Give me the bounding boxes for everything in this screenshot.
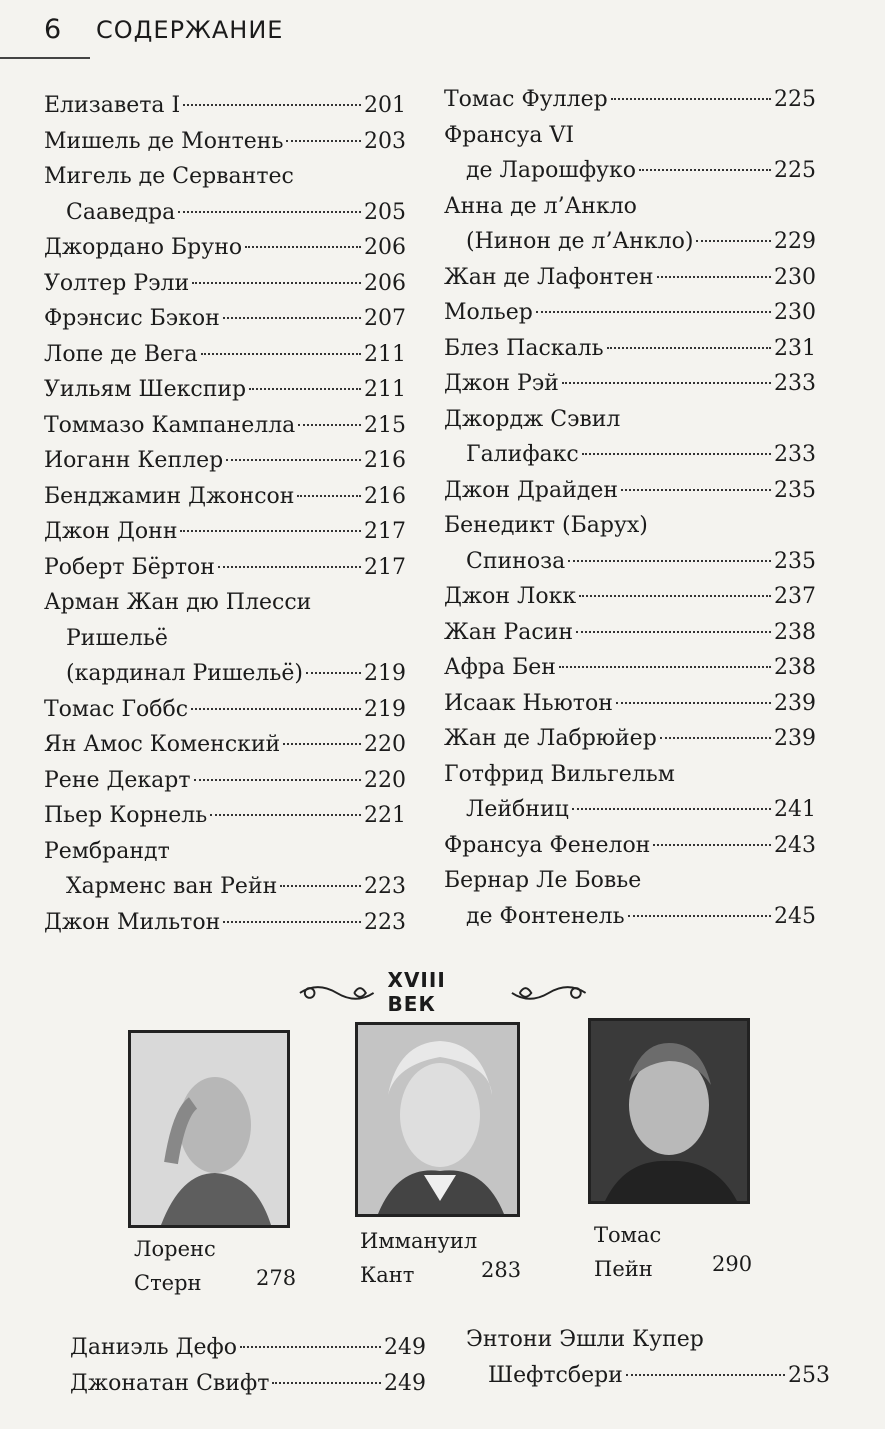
toc-entry-title: Джон Мильтон — [44, 909, 221, 935]
toc-entry — [44, 514, 406, 550]
toc-entry-title: Томас Гоббс — [44, 696, 189, 722]
right-flourish-icon — [510, 977, 588, 1007]
toc-entry-title: Арман Жан дю Плесси — [44, 590, 312, 615]
page-number: 6 — [44, 14, 62, 45]
page-header — [0, 0, 885, 70]
toc-entry-page: 249 — [384, 1370, 426, 1396]
dot-leader — [280, 885, 361, 887]
running-title: СОДЕРЖАНИЕ — [96, 16, 284, 44]
dot-leader — [559, 666, 771, 668]
header-rule — [0, 57, 90, 59]
portrait-caption-paine — [594, 1218, 661, 1286]
toc-entry-title: Бернар Ле Бовье — [444, 868, 642, 893]
toc-entry — [44, 585, 406, 621]
dot-leader — [660, 737, 771, 739]
toc-entry-page: 231 — [774, 335, 816, 361]
toc-entry-title: Лейбниц — [466, 797, 569, 822]
section-title: XVIII ВЕК — [387, 968, 446, 1016]
toc-entry — [444, 473, 816, 509]
toc-left-column — [44, 88, 406, 940]
portrait-caption-sterne — [134, 1232, 216, 1300]
portrait-paine-image — [591, 1021, 747, 1201]
toc-entry-title: Джон Локк — [444, 584, 577, 609]
dot-leader — [653, 844, 771, 846]
toc-entry-title: Пьер Корнель — [44, 803, 208, 828]
toc-entry-page: 217 — [364, 554, 406, 580]
toc-entry-page: 219 — [364, 661, 406, 686]
toc-entry-title: (Нинон де л’Анкло) — [466, 229, 694, 254]
toc-entry — [44, 479, 406, 515]
toc-entry — [466, 1358, 830, 1394]
toc-entry — [444, 437, 816, 473]
toc-entry-page: 241 — [774, 797, 816, 822]
caption-page-sterne: 278 — [256, 1266, 297, 1290]
toc-entry-title: Уолтер Рэли — [44, 270, 190, 296]
dot-leader — [621, 489, 771, 491]
toc-entry — [444, 899, 816, 935]
toc-entry-title: Блез Паскаль — [444, 335, 604, 361]
toc-entry-title: Жан де Лабрюйер — [444, 726, 657, 751]
toc-entry — [44, 195, 406, 231]
toc-entry — [444, 863, 816, 899]
toc-entry-page: 223 — [364, 909, 406, 935]
toc-entry-page: 239 — [774, 690, 816, 716]
toc-entry — [444, 118, 816, 154]
toc-entry — [44, 834, 406, 870]
toc-entry — [44, 727, 406, 763]
toc-entry — [444, 402, 816, 438]
toc-entry — [444, 331, 816, 367]
caption-name-first: Иммануил — [360, 1229, 478, 1253]
toc-entry-title: Уильям Шекспир — [44, 377, 247, 402]
toc-entry-title: Джордж Сэвил — [444, 406, 621, 432]
dot-leader — [223, 921, 361, 923]
dot-leader — [616, 702, 771, 704]
toc-entry-title: Жан де Лафонтен — [444, 264, 654, 290]
caption-name-last: Пейн — [594, 1257, 653, 1281]
toc-entry-title: Бенджамин Джонсон — [44, 483, 295, 509]
dot-leader — [607, 347, 771, 349]
toc-entry-title: де Ларошфуко — [466, 158, 636, 183]
toc-entry-title: Джордано Бруно — [44, 235, 243, 260]
dot-leader — [180, 530, 361, 532]
dot-leader — [536, 311, 771, 313]
toc-entry-page: 215 — [364, 412, 406, 438]
toc-entry — [44, 443, 406, 479]
toc-entry-page: 221 — [364, 803, 406, 828]
dot-leader — [639, 169, 771, 171]
toc-entry — [44, 869, 406, 905]
toc-entry — [44, 159, 406, 195]
toc-entry — [70, 1366, 426, 1402]
toc-entry-page: 207 — [364, 306, 406, 331]
dot-leader — [183, 104, 361, 106]
caption-name-last: Кант — [360, 1263, 415, 1287]
toc-entry-page: 238 — [774, 655, 816, 680]
toc-entry-page: 245 — [774, 903, 816, 929]
toc-entry — [444, 650, 816, 686]
toc-entry — [44, 550, 406, 586]
dot-leader — [223, 317, 361, 319]
toc-entry-title: Анна де л’Анкло — [444, 193, 637, 219]
dot-leader — [572, 808, 771, 810]
dot-leader — [286, 140, 361, 142]
caption-name-first: Лоренс — [134, 1237, 216, 1261]
dot-leader — [626, 1374, 785, 1376]
toc-entry-title: де Фонтенель — [466, 903, 625, 929]
toc-entry-title: (кардинал Ришельё) — [66, 661, 303, 686]
toc-entry — [444, 153, 816, 189]
toc-entry — [444, 615, 816, 651]
toc-entry-title: Харменс ван Рейн — [66, 874, 278, 899]
dot-leader — [218, 566, 361, 568]
toc-entry — [444, 366, 816, 402]
toc-entry-page: 206 — [364, 270, 406, 296]
dot-leader — [579, 595, 771, 597]
toc-entry — [44, 124, 406, 160]
toc-entry — [44, 408, 406, 444]
section-divider — [298, 968, 588, 1016]
toc-entry-title: Иоганн Кеплер — [44, 448, 224, 473]
portrait-sterne — [128, 1030, 290, 1228]
toc-entry — [44, 301, 406, 337]
dot-leader — [657, 276, 771, 278]
toc-entry-page: 233 — [774, 371, 816, 396]
dot-leader — [298, 424, 361, 426]
caption-page-paine: 290 — [712, 1252, 753, 1276]
toc-entry-title: Жан Расин — [444, 619, 574, 645]
toc-entry-title: Рембрандт — [44, 838, 170, 864]
toc-entry — [444, 757, 816, 793]
toc-entry-title: Франсуа Фенелон — [444, 832, 651, 858]
dot-leader — [191, 708, 361, 710]
toc-entry — [44, 621, 406, 657]
toc-entry-page: 223 — [364, 874, 406, 899]
toc-entry — [444, 686, 816, 722]
toc-entry — [444, 579, 816, 615]
toc-entry — [44, 905, 406, 941]
toc-entry-title: Мишель де Монтень — [44, 128, 284, 154]
toc-entry-title: Джон Донн — [44, 519, 178, 544]
dot-leader — [306, 672, 361, 674]
toc-entry-title: Спиноза — [466, 548, 566, 574]
dot-leader — [226, 459, 361, 461]
toc-entry-title: Ришельё — [66, 625, 168, 651]
dot-leader — [297, 495, 361, 497]
toc-entry-page: 201 — [364, 93, 406, 118]
toc-entry-title: Мольер — [444, 300, 533, 325]
toc-entry — [44, 337, 406, 373]
toc-entry-page: 203 — [364, 128, 406, 154]
toc-entry-title: Шефтсбери — [488, 1362, 623, 1388]
caption-name-last: Стерн — [134, 1271, 202, 1295]
toc-entry-page: 211 — [364, 341, 406, 367]
toc-entry-page: 243 — [774, 832, 816, 858]
dot-leader — [628, 915, 771, 917]
dot-leader — [201, 353, 361, 355]
toc-entry — [44, 88, 406, 124]
toc-entry-title: Готфрид Вильгельм — [444, 761, 675, 787]
dot-leader — [283, 743, 361, 745]
dot-leader — [576, 631, 771, 633]
dot-leader — [568, 560, 771, 562]
toc-entry — [70, 1330, 426, 1366]
toc-entry-page: 225 — [774, 158, 816, 183]
toc-entry-title: Мигель де Сервантес — [44, 164, 294, 189]
toc-entry-title: Афра Бен — [444, 655, 556, 680]
dot-leader — [582, 453, 771, 455]
toc-entry-page: 206 — [364, 235, 406, 260]
toc-entry — [44, 230, 406, 266]
toc-entry-page: 205 — [364, 199, 406, 225]
toc-entry-page: 220 — [364, 767, 406, 793]
dot-leader — [192, 282, 361, 284]
toc-entry — [444, 189, 816, 225]
toc-entry-title: Лопе де Вега — [44, 341, 198, 367]
portrait-kant — [355, 1022, 520, 1217]
caption-name-first: Томас — [594, 1223, 662, 1247]
toc-entry — [44, 692, 406, 728]
toc-right-column — [444, 82, 816, 934]
toc-entry — [444, 828, 816, 864]
dot-leader — [272, 1382, 381, 1384]
toc-entry-title: Роберт Бёртон — [44, 554, 215, 580]
toc-entry-page: 230 — [774, 264, 816, 290]
portrait-paine — [588, 1018, 750, 1204]
toc-entry — [444, 721, 816, 757]
toc-entry — [444, 82, 816, 118]
toc-entry-page: 237 — [774, 584, 816, 609]
toc-entry — [44, 372, 406, 408]
toc-entry — [444, 792, 816, 828]
portrait-caption-kant — [360, 1224, 477, 1292]
toc-entry — [44, 266, 406, 302]
toc-entry-page: 219 — [364, 696, 406, 722]
toc-entry — [444, 295, 816, 331]
dot-leader — [210, 814, 361, 816]
toc-bottom-left-column — [70, 1330, 426, 1401]
toc-entry-title: Рене Декарт — [44, 767, 191, 793]
toc-entry — [444, 260, 816, 296]
toc-entry-title: Исаак Ньютон — [444, 690, 613, 716]
toc-entry-page: 230 — [774, 300, 816, 325]
toc-entry-title: Даниэль Дефо — [70, 1335, 237, 1360]
toc-entry-page: 235 — [774, 548, 816, 574]
toc-entry-title: Фрэнсис Бэкон — [44, 306, 220, 331]
toc-entry-title: Джон Рэй — [444, 371, 559, 396]
toc-entry-page: 211 — [364, 377, 406, 402]
portrait-kant-image — [358, 1025, 517, 1214]
toc-entry-page: 239 — [774, 726, 816, 751]
toc-entry-title: Джонатан Свифт — [70, 1370, 270, 1396]
toc-entry-title: Ян Амос Коменский — [44, 732, 281, 757]
toc-entry-page: 235 — [774, 477, 816, 503]
toc-entry-title: Бенедикт (Барух) — [444, 513, 648, 538]
toc-entry-title: Томмазо Кампанелла — [44, 412, 296, 438]
toc-entry-title: Энтони Эшли Купер — [466, 1327, 704, 1352]
dot-leader — [249, 388, 361, 390]
toc-entry-page: 225 — [774, 87, 816, 112]
dot-leader — [240, 1346, 381, 1348]
toc-entry — [44, 656, 406, 692]
toc-entry-title: Томас Фуллер — [444, 87, 608, 112]
toc-entry — [466, 1322, 830, 1358]
toc-entry-title: Сааведра — [66, 199, 176, 225]
toc-entry-page: 253 — [788, 1362, 830, 1388]
toc-entry-title: Елизавета I — [44, 93, 181, 118]
toc-entry-page: 216 — [364, 483, 406, 509]
dot-leader — [611, 98, 771, 100]
toc-entry — [44, 763, 406, 799]
dot-leader — [178, 211, 361, 213]
left-flourish-icon — [298, 977, 376, 1007]
toc-entry-title: Джон Драйден — [444, 477, 619, 503]
portrait-sterne-image — [131, 1033, 287, 1225]
toc-entry-page: 217 — [364, 519, 406, 544]
toc-entry-title: Галифакс — [466, 442, 579, 467]
toc-entry — [444, 224, 816, 260]
dot-leader — [562, 382, 771, 384]
dot-leader — [245, 246, 361, 248]
toc-entry-page: 216 — [364, 448, 406, 473]
toc-entry-page: 233 — [774, 442, 816, 467]
toc-entry — [444, 544, 816, 580]
dot-leader — [194, 779, 361, 781]
dot-leader — [696, 240, 771, 242]
toc-entry-page: 229 — [774, 229, 816, 254]
toc-entry-title: Франсуа VI — [444, 122, 575, 148]
toc-entry — [44, 798, 406, 834]
toc-entry-page: 220 — [364, 732, 406, 757]
toc-entry-page: 238 — [774, 619, 816, 645]
caption-page-kant: 283 — [481, 1258, 522, 1282]
toc-bottom-right-column — [466, 1322, 830, 1393]
toc-entry — [444, 508, 816, 544]
toc-entry-page: 249 — [384, 1335, 426, 1360]
